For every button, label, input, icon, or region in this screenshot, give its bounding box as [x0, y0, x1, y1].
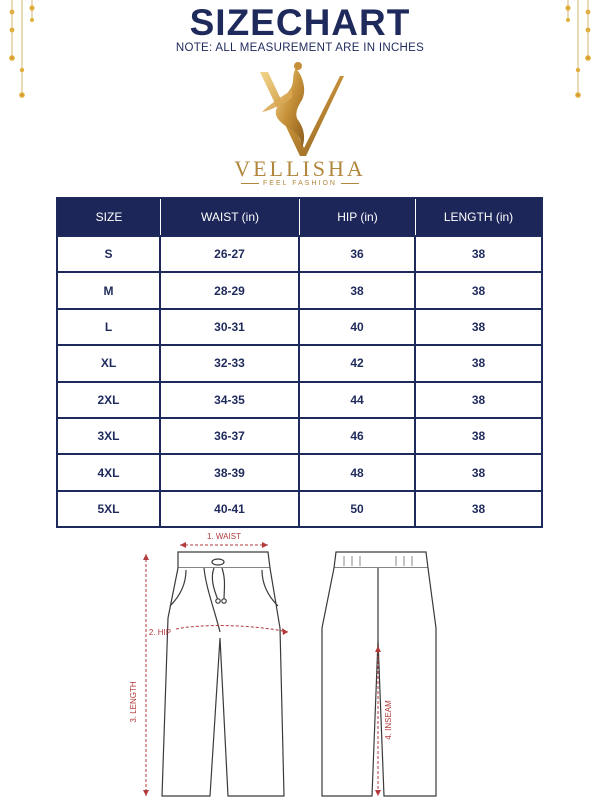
waist-cell: 40-41: [161, 490, 300, 526]
size-cell: 2XL: [58, 381, 161, 417]
inseam-measure-label: 4. INSEAM: [384, 700, 393, 740]
column-header-length: LENGTH (in): [416, 199, 541, 235]
hip-cell: 50: [300, 490, 416, 526]
table-row: [58, 417, 541, 453]
table-row: [58, 308, 541, 344]
table-row: [58, 490, 541, 526]
column-header-hip: HIP (in): [300, 199, 416, 235]
pants-front-icon: [160, 552, 286, 796]
hip-cell: 38: [300, 271, 416, 307]
measurement-note: NOTE: ALL MEASUREMENT ARE IN INCHES: [175, 42, 425, 54]
size-cell: S: [58, 235, 161, 271]
hip-cell: 36: [300, 235, 416, 271]
brand-name: VELLISHA: [234, 156, 366, 181]
table-header-row: [58, 199, 541, 235]
length-cell: 38: [416, 235, 541, 271]
hip-cell: 48: [300, 453, 416, 489]
brand-logo-icon: [236, 60, 366, 160]
length-cell: 38: [416, 490, 541, 526]
brand-tagline-text: FEEL FASHION: [263, 180, 337, 187]
hip-cell: 46: [300, 417, 416, 453]
hip-measure-label: 2. HIP: [148, 628, 172, 637]
measurement-diagram: [0, 528, 600, 800]
waist-measure-label: 1. WAIST: [207, 532, 241, 541]
waist-cell: 30-31: [161, 308, 300, 344]
table-row: [58, 271, 541, 307]
hip-cell: 44: [300, 381, 416, 417]
brand-tagline: [0, 180, 600, 187]
size-chart-table: [56, 197, 543, 528]
length-cell: 38: [416, 381, 541, 417]
waist-cell: 26-27: [161, 235, 300, 271]
length-cell: 38: [416, 271, 541, 307]
waist-cell: 36-37: [161, 417, 300, 453]
size-cell: 3XL: [58, 417, 161, 453]
waist-cell: 34-35: [161, 381, 300, 417]
table-row: [58, 344, 541, 380]
column-header-size: SIZE: [58, 199, 161, 235]
column-header-waist: WAIST (in): [161, 199, 300, 235]
size-cell: L: [58, 308, 161, 344]
size-cell: 4XL: [58, 453, 161, 489]
length-cell: 38: [416, 453, 541, 489]
table-row: [58, 381, 541, 417]
size-cell: M: [58, 271, 161, 307]
size-cell: XL: [58, 344, 161, 380]
length-measure-label: 3. LENGTH: [129, 681, 138, 723]
page-title: SIZECHART: [189, 2, 411, 43]
waist-cell: 38-39: [161, 453, 300, 489]
size-cell: 5XL: [58, 490, 161, 526]
length-cell: 38: [416, 308, 541, 344]
length-cell: 38: [416, 344, 541, 380]
waist-cell: 28-29: [161, 271, 300, 307]
length-cell: 38: [416, 417, 541, 453]
waist-cell: 32-33: [161, 344, 300, 380]
table-row: [58, 235, 541, 271]
table-row: [58, 453, 541, 489]
hip-cell: 42: [300, 344, 416, 380]
hip-cell: 40: [300, 308, 416, 344]
pants-back-icon: [322, 552, 436, 796]
